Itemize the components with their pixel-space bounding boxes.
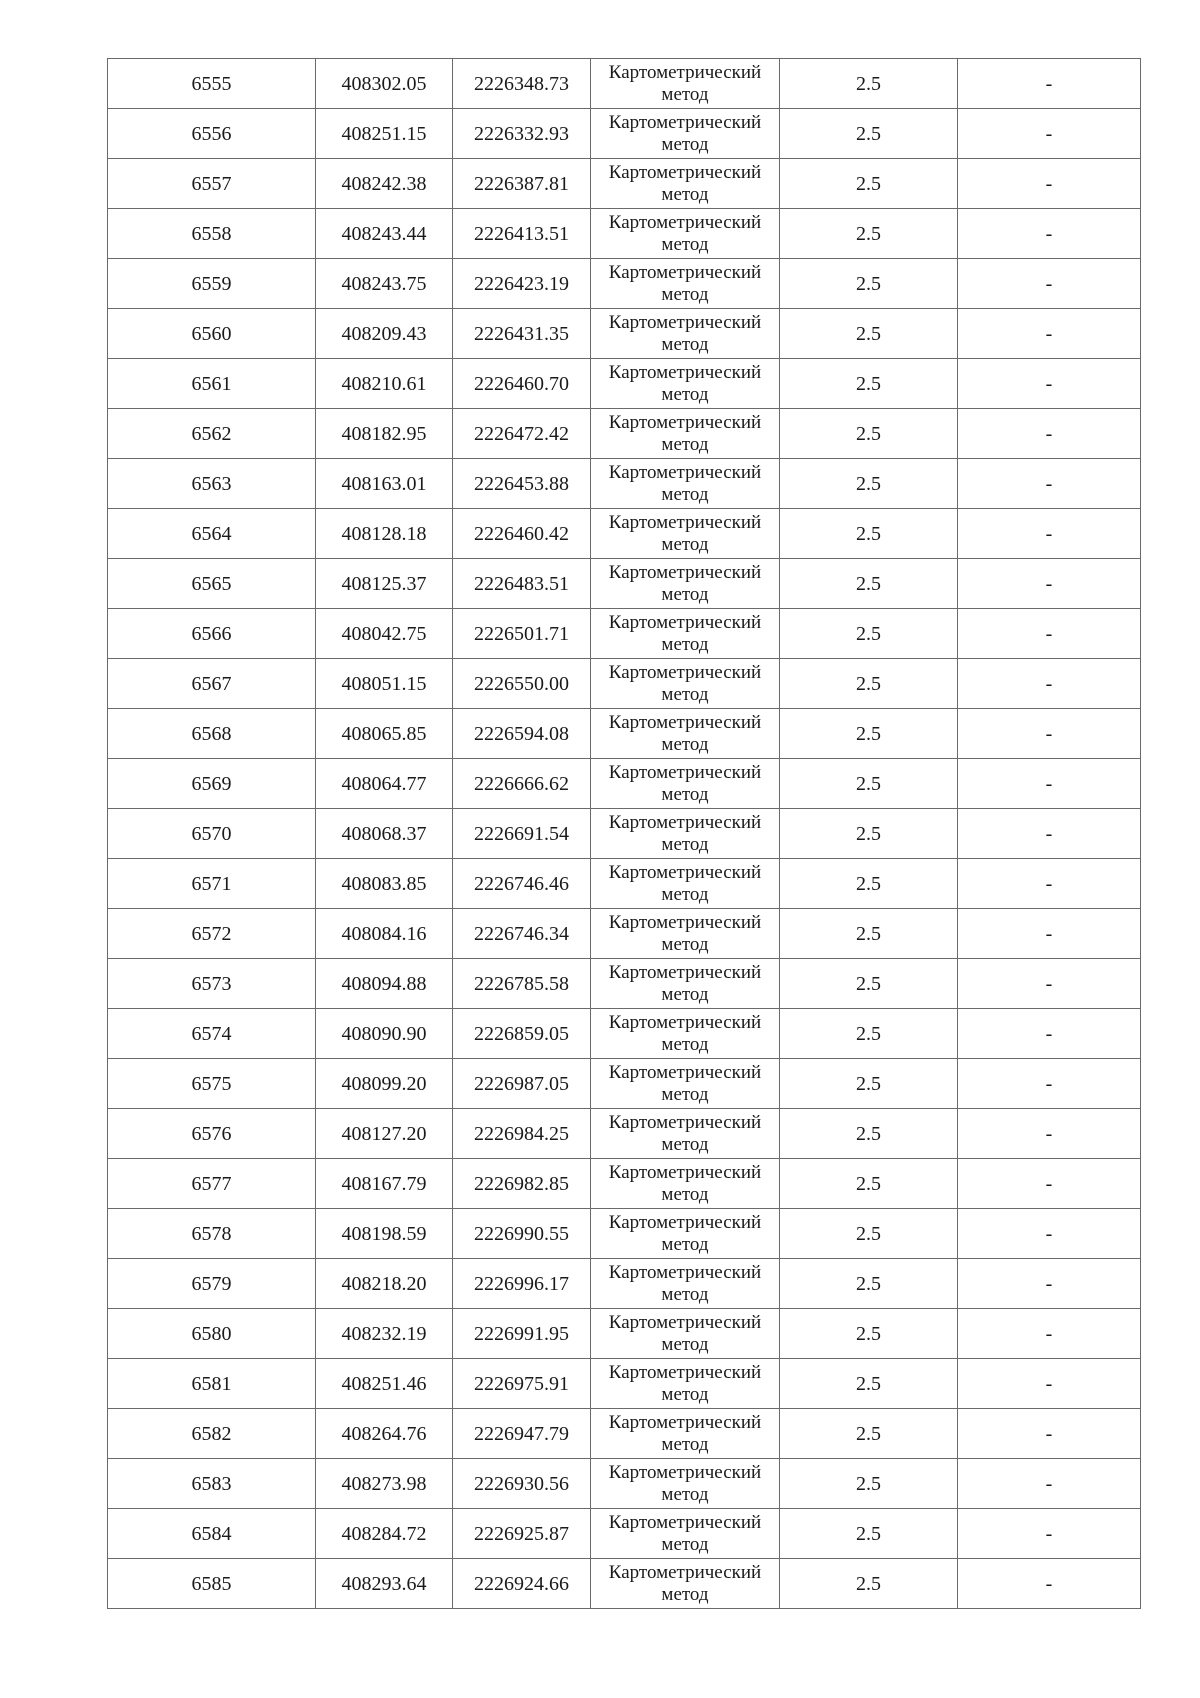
note-cell: - bbox=[958, 859, 1141, 909]
note-cell: - bbox=[958, 809, 1141, 859]
x-coordinate-cell: 408273.98 bbox=[316, 1459, 453, 1509]
accuracy-cell: 2.5 bbox=[780, 1009, 958, 1059]
point-number-cell: 6561 bbox=[108, 359, 316, 409]
y-coordinate-cell: 2226460.42 bbox=[453, 509, 591, 559]
point-number-cell: 6558 bbox=[108, 209, 316, 259]
point-number-cell: 6565 bbox=[108, 559, 316, 609]
y-coordinate-cell: 2226332.93 bbox=[453, 109, 591, 159]
note-cell: - bbox=[958, 159, 1141, 209]
method-line-1: Картометрический bbox=[608, 911, 762, 933]
method-line-2: метод bbox=[661, 1433, 709, 1455]
method-line-2: метод bbox=[661, 783, 709, 805]
table-row bbox=[108, 659, 1141, 709]
x-coordinate-cell: 408083.85 bbox=[316, 859, 453, 909]
method-cell bbox=[591, 859, 780, 909]
method-line-1: Картометрический bbox=[608, 1311, 762, 1333]
method-line-1: Картометрический bbox=[608, 211, 762, 233]
point-number-cell: 6585 bbox=[108, 1559, 316, 1609]
method-line-2: метод bbox=[661, 133, 709, 155]
point-number-cell: 6575 bbox=[108, 1059, 316, 1109]
method-line-1: Картометрический bbox=[608, 1011, 762, 1033]
y-coordinate-cell: 2226975.91 bbox=[453, 1359, 591, 1409]
table-row bbox=[108, 109, 1141, 159]
y-coordinate-cell: 2226746.34 bbox=[453, 909, 591, 959]
point-number-cell: 6580 bbox=[108, 1309, 316, 1359]
y-coordinate-cell: 2226472.42 bbox=[453, 409, 591, 459]
method-line-1: Картометрический bbox=[608, 1111, 762, 1133]
method-line-1: Картометрический bbox=[608, 1511, 762, 1533]
method-cell bbox=[591, 409, 780, 459]
method-line-1: Картометрический bbox=[608, 661, 762, 683]
method-line-1: Картометрический bbox=[608, 561, 762, 583]
method-line-2: метод bbox=[661, 683, 709, 705]
note-cell: - bbox=[958, 609, 1141, 659]
accuracy-cell: 2.5 bbox=[780, 909, 958, 959]
point-number-cell: 6577 bbox=[108, 1159, 316, 1209]
note-cell: - bbox=[958, 1459, 1141, 1509]
method-cell bbox=[591, 909, 780, 959]
point-number-cell: 6557 bbox=[108, 159, 316, 209]
method-line-2: метод bbox=[661, 1383, 709, 1405]
method-cell bbox=[591, 1509, 780, 1559]
note-cell: - bbox=[958, 1559, 1141, 1609]
accuracy-cell: 2.5 bbox=[780, 459, 958, 509]
method-line-1: Картометрический bbox=[608, 1211, 762, 1233]
method-cell bbox=[591, 1059, 780, 1109]
table-row bbox=[108, 1209, 1141, 1259]
point-number-cell: 6556 bbox=[108, 109, 316, 159]
y-coordinate-cell: 2226925.87 bbox=[453, 1509, 591, 1559]
method-line-2: метод bbox=[661, 983, 709, 1005]
y-coordinate-cell: 2226423.19 bbox=[453, 259, 591, 309]
x-coordinate-cell: 408068.37 bbox=[316, 809, 453, 859]
note-cell: - bbox=[958, 1309, 1141, 1359]
note-cell: - bbox=[958, 1109, 1141, 1159]
point-number-cell: 6559 bbox=[108, 259, 316, 309]
note-cell: - bbox=[958, 559, 1141, 609]
x-coordinate-cell: 408094.88 bbox=[316, 959, 453, 1009]
y-coordinate-cell: 2226691.54 bbox=[453, 809, 591, 859]
accuracy-cell: 2.5 bbox=[780, 1559, 958, 1609]
method-line-2: метод bbox=[661, 633, 709, 655]
accuracy-cell: 2.5 bbox=[780, 659, 958, 709]
table-row bbox=[108, 259, 1141, 309]
method-line-1: Картометрический bbox=[608, 261, 762, 283]
method-cell bbox=[591, 1009, 780, 1059]
method-cell bbox=[591, 609, 780, 659]
method-line-1: Картометрический bbox=[608, 961, 762, 983]
x-coordinate-cell: 408243.75 bbox=[316, 259, 453, 309]
note-cell: - bbox=[958, 759, 1141, 809]
method-line-2: метод bbox=[661, 933, 709, 955]
table-row bbox=[108, 1409, 1141, 1459]
method-cell bbox=[591, 309, 780, 359]
point-number-cell: 6562 bbox=[108, 409, 316, 459]
method-line-2: метод bbox=[661, 1483, 709, 1505]
method-cell bbox=[591, 1109, 780, 1159]
method-cell bbox=[591, 59, 780, 109]
x-coordinate-cell: 408251.46 bbox=[316, 1359, 453, 1409]
coordinates-table bbox=[107, 58, 1141, 1609]
point-number-cell: 6566 bbox=[108, 609, 316, 659]
x-coordinate-cell: 408125.37 bbox=[316, 559, 453, 609]
x-coordinate-cell: 408198.59 bbox=[316, 1209, 453, 1259]
method-line-2: метод bbox=[661, 1533, 709, 1555]
accuracy-cell: 2.5 bbox=[780, 809, 958, 859]
table-row bbox=[108, 859, 1141, 909]
x-coordinate-cell: 408284.72 bbox=[316, 1509, 453, 1559]
point-number-cell: 6584 bbox=[108, 1509, 316, 1559]
method-line-2: метод bbox=[661, 433, 709, 455]
note-cell: - bbox=[958, 1159, 1141, 1209]
point-number-cell: 6570 bbox=[108, 809, 316, 859]
accuracy-cell: 2.5 bbox=[780, 59, 958, 109]
method-line-1: Картометрический bbox=[608, 861, 762, 883]
method-cell bbox=[591, 559, 780, 609]
y-coordinate-cell: 2226984.25 bbox=[453, 1109, 591, 1159]
accuracy-cell: 2.5 bbox=[780, 1209, 958, 1259]
method-line-1: Картометрический bbox=[608, 411, 762, 433]
table-row bbox=[108, 159, 1141, 209]
x-coordinate-cell: 408128.18 bbox=[316, 509, 453, 559]
y-coordinate-cell: 2226947.79 bbox=[453, 1409, 591, 1459]
table-row bbox=[108, 759, 1141, 809]
method-line-2: метод bbox=[661, 483, 709, 505]
y-coordinate-cell: 2226666.62 bbox=[453, 759, 591, 809]
y-coordinate-cell: 2226550.00 bbox=[453, 659, 591, 709]
x-coordinate-cell: 408251.15 bbox=[316, 109, 453, 159]
accuracy-cell: 2.5 bbox=[780, 959, 958, 1009]
y-coordinate-cell: 2226746.46 bbox=[453, 859, 591, 909]
x-coordinate-cell: 408090.90 bbox=[316, 1009, 453, 1059]
accuracy-cell: 2.5 bbox=[780, 509, 958, 559]
method-line-2: метод bbox=[661, 1233, 709, 1255]
method-cell bbox=[591, 209, 780, 259]
point-number-cell: 6567 bbox=[108, 659, 316, 709]
y-coordinate-cell: 2226991.95 bbox=[453, 1309, 591, 1359]
method-line-2: метод bbox=[661, 233, 709, 255]
table-row bbox=[108, 59, 1141, 109]
x-coordinate-cell: 408051.15 bbox=[316, 659, 453, 709]
method-line-1: Картометрический bbox=[608, 711, 762, 733]
note-cell: - bbox=[958, 659, 1141, 709]
y-coordinate-cell: 2226930.56 bbox=[453, 1459, 591, 1509]
method-line-2: метод bbox=[661, 533, 709, 555]
method-cell bbox=[591, 259, 780, 309]
accuracy-cell: 2.5 bbox=[780, 109, 958, 159]
table-row bbox=[108, 959, 1141, 1009]
method-line-2: метод bbox=[661, 1083, 709, 1105]
method-line-1: Картометрический bbox=[608, 1361, 762, 1383]
y-coordinate-cell: 2226348.73 bbox=[453, 59, 591, 109]
y-coordinate-cell: 2226387.81 bbox=[453, 159, 591, 209]
accuracy-cell: 2.5 bbox=[780, 1109, 958, 1159]
method-cell bbox=[591, 1209, 780, 1259]
method-line-1: Картометрический bbox=[608, 461, 762, 483]
method-cell bbox=[591, 459, 780, 509]
table-row bbox=[108, 1259, 1141, 1309]
y-coordinate-cell: 2226501.71 bbox=[453, 609, 591, 659]
table-row bbox=[108, 709, 1141, 759]
note-cell: - bbox=[958, 309, 1141, 359]
y-coordinate-cell: 2226996.17 bbox=[453, 1259, 591, 1309]
method-cell bbox=[591, 1259, 780, 1309]
x-coordinate-cell: 408242.38 bbox=[316, 159, 453, 209]
accuracy-cell: 2.5 bbox=[780, 309, 958, 359]
y-coordinate-cell: 2226859.05 bbox=[453, 1009, 591, 1059]
note-cell: - bbox=[958, 1409, 1141, 1459]
accuracy-cell: 2.5 bbox=[780, 759, 958, 809]
method-line-2: метод bbox=[661, 283, 709, 305]
method-cell bbox=[591, 709, 780, 759]
table-row bbox=[108, 309, 1141, 359]
accuracy-cell: 2.5 bbox=[780, 1409, 958, 1459]
table-row bbox=[108, 509, 1141, 559]
x-coordinate-cell: 408232.19 bbox=[316, 1309, 453, 1359]
table-row bbox=[108, 459, 1141, 509]
x-coordinate-cell: 408167.79 bbox=[316, 1159, 453, 1209]
accuracy-cell: 2.5 bbox=[780, 359, 958, 409]
y-coordinate-cell: 2226413.51 bbox=[453, 209, 591, 259]
table-row bbox=[108, 359, 1141, 409]
y-coordinate-cell: 2226924.66 bbox=[453, 1559, 591, 1609]
point-number-cell: 6576 bbox=[108, 1109, 316, 1159]
y-coordinate-cell: 2226982.85 bbox=[453, 1159, 591, 1209]
point-number-cell: 6581 bbox=[108, 1359, 316, 1409]
note-cell: - bbox=[958, 1359, 1141, 1409]
table-row bbox=[108, 809, 1141, 859]
x-coordinate-cell: 408302.05 bbox=[316, 59, 453, 109]
method-line-2: метод bbox=[661, 883, 709, 905]
y-coordinate-cell: 2226990.55 bbox=[453, 1209, 591, 1259]
note-cell: - bbox=[958, 409, 1141, 459]
accuracy-cell: 2.5 bbox=[780, 609, 958, 659]
note-cell: - bbox=[958, 909, 1141, 959]
method-cell bbox=[591, 659, 780, 709]
method-cell bbox=[591, 759, 780, 809]
accuracy-cell: 2.5 bbox=[780, 1359, 958, 1409]
x-coordinate-cell: 408163.01 bbox=[316, 459, 453, 509]
method-line-2: метод bbox=[661, 333, 709, 355]
accuracy-cell: 2.5 bbox=[780, 409, 958, 459]
table-row bbox=[108, 1009, 1141, 1059]
note-cell: - bbox=[958, 209, 1141, 259]
table-row bbox=[108, 1559, 1141, 1609]
note-cell: - bbox=[958, 1209, 1141, 1259]
point-number-cell: 6563 bbox=[108, 459, 316, 509]
note-cell: - bbox=[958, 109, 1141, 159]
method-line-1: Картометрический bbox=[608, 761, 762, 783]
method-line-1: Картометрический bbox=[608, 361, 762, 383]
method-line-2: метод bbox=[661, 1033, 709, 1055]
note-cell: - bbox=[958, 509, 1141, 559]
table-row bbox=[108, 1459, 1141, 1509]
method-line-2: метод bbox=[661, 183, 709, 205]
method-line-2: метод bbox=[661, 1283, 709, 1305]
point-number-cell: 6578 bbox=[108, 1209, 316, 1259]
table-row bbox=[108, 1359, 1141, 1409]
table-row bbox=[108, 409, 1141, 459]
x-coordinate-cell: 408243.44 bbox=[316, 209, 453, 259]
table-row bbox=[108, 209, 1141, 259]
method-line-2: метод bbox=[661, 583, 709, 605]
x-coordinate-cell: 408293.64 bbox=[316, 1559, 453, 1609]
table-row bbox=[108, 909, 1141, 959]
method-line-2: метод bbox=[661, 1333, 709, 1355]
method-cell bbox=[591, 809, 780, 859]
table-row bbox=[108, 609, 1141, 659]
y-coordinate-cell: 2226785.58 bbox=[453, 959, 591, 1009]
x-coordinate-cell: 408099.20 bbox=[316, 1059, 453, 1109]
point-number-cell: 6573 bbox=[108, 959, 316, 1009]
accuracy-cell: 2.5 bbox=[780, 1059, 958, 1109]
note-cell: - bbox=[958, 959, 1141, 1009]
accuracy-cell: 2.5 bbox=[780, 259, 958, 309]
point-number-cell: 6572 bbox=[108, 909, 316, 959]
x-coordinate-cell: 408210.61 bbox=[316, 359, 453, 409]
table-row bbox=[108, 1309, 1141, 1359]
note-cell: - bbox=[958, 359, 1141, 409]
y-coordinate-cell: 2226431.35 bbox=[453, 309, 591, 359]
method-cell bbox=[591, 1459, 780, 1509]
y-coordinate-cell: 2226483.51 bbox=[453, 559, 591, 609]
x-coordinate-cell: 408064.77 bbox=[316, 759, 453, 809]
method-line-1: Картометрический bbox=[608, 161, 762, 183]
coordinates-table-body bbox=[108, 59, 1141, 1609]
accuracy-cell: 2.5 bbox=[780, 159, 958, 209]
note-cell: - bbox=[958, 709, 1141, 759]
method-line-2: метод bbox=[661, 1183, 709, 1205]
table-row bbox=[108, 1109, 1141, 1159]
method-cell bbox=[591, 1559, 780, 1609]
note-cell: - bbox=[958, 1509, 1141, 1559]
point-number-cell: 6571 bbox=[108, 859, 316, 909]
method-line-1: Картометрический bbox=[608, 61, 762, 83]
method-line-1: Картометрический bbox=[608, 511, 762, 533]
accuracy-cell: 2.5 bbox=[780, 1259, 958, 1309]
table-row bbox=[108, 1059, 1141, 1109]
method-cell bbox=[591, 109, 780, 159]
note-cell: - bbox=[958, 1009, 1141, 1059]
accuracy-cell: 2.5 bbox=[780, 209, 958, 259]
point-number-cell: 6582 bbox=[108, 1409, 316, 1459]
point-number-cell: 6555 bbox=[108, 59, 316, 109]
x-coordinate-cell: 408065.85 bbox=[316, 709, 453, 759]
method-cell bbox=[591, 159, 780, 209]
accuracy-cell: 2.5 bbox=[780, 709, 958, 759]
method-cell bbox=[591, 359, 780, 409]
method-line-1: Картометрический bbox=[608, 1561, 762, 1583]
method-cell bbox=[591, 1159, 780, 1209]
note-cell: - bbox=[958, 1059, 1141, 1109]
point-number-cell: 6568 bbox=[108, 709, 316, 759]
accuracy-cell: 2.5 bbox=[780, 1309, 958, 1359]
method-line-2: метод bbox=[661, 1583, 709, 1605]
method-line-1: Картометрический bbox=[608, 811, 762, 833]
method-line-2: метод bbox=[661, 733, 709, 755]
method-line-2: метод bbox=[661, 833, 709, 855]
accuracy-cell: 2.5 bbox=[780, 1509, 958, 1559]
table-row bbox=[108, 1509, 1141, 1559]
x-coordinate-cell: 408209.43 bbox=[316, 309, 453, 359]
point-number-cell: 6574 bbox=[108, 1009, 316, 1059]
method-cell bbox=[591, 1359, 780, 1409]
note-cell: - bbox=[958, 259, 1141, 309]
method-line-2: метод bbox=[661, 383, 709, 405]
method-cell bbox=[591, 1409, 780, 1459]
note-cell: - bbox=[958, 459, 1141, 509]
y-coordinate-cell: 2226987.05 bbox=[453, 1059, 591, 1109]
method-line-1: Картометрический bbox=[608, 111, 762, 133]
method-line-1: Картометрический bbox=[608, 1411, 762, 1433]
accuracy-cell: 2.5 bbox=[780, 1159, 958, 1209]
table-row bbox=[108, 1159, 1141, 1209]
x-coordinate-cell: 408127.20 bbox=[316, 1109, 453, 1159]
method-line-2: метод bbox=[661, 83, 709, 105]
y-coordinate-cell: 2226460.70 bbox=[453, 359, 591, 409]
method-line-1: Картометрический bbox=[608, 1261, 762, 1283]
method-line-1: Картометрический bbox=[608, 1161, 762, 1183]
x-coordinate-cell: 408218.20 bbox=[316, 1259, 453, 1309]
x-coordinate-cell: 408042.75 bbox=[316, 609, 453, 659]
method-cell bbox=[591, 509, 780, 559]
point-number-cell: 6564 bbox=[108, 509, 316, 559]
point-number-cell: 6560 bbox=[108, 309, 316, 359]
method-line-1: Картометрический bbox=[608, 311, 762, 333]
y-coordinate-cell: 2226594.08 bbox=[453, 709, 591, 759]
accuracy-cell: 2.5 bbox=[780, 859, 958, 909]
point-number-cell: 6569 bbox=[108, 759, 316, 809]
x-coordinate-cell: 408182.95 bbox=[316, 409, 453, 459]
x-coordinate-cell: 408264.76 bbox=[316, 1409, 453, 1459]
y-coordinate-cell: 2226453.88 bbox=[453, 459, 591, 509]
method-line-2: метод bbox=[661, 1133, 709, 1155]
point-number-cell: 6579 bbox=[108, 1259, 316, 1309]
method-cell bbox=[591, 959, 780, 1009]
note-cell: - bbox=[958, 1259, 1141, 1309]
x-coordinate-cell: 408084.16 bbox=[316, 909, 453, 959]
point-number-cell: 6583 bbox=[108, 1459, 316, 1509]
accuracy-cell: 2.5 bbox=[780, 1459, 958, 1509]
method-line-1: Картометрический bbox=[608, 611, 762, 633]
method-line-1: Картометрический bbox=[608, 1461, 762, 1483]
accuracy-cell: 2.5 bbox=[780, 559, 958, 609]
method-cell bbox=[591, 1309, 780, 1359]
table-row bbox=[108, 559, 1141, 609]
method-line-1: Картометрический bbox=[608, 1061, 762, 1083]
note-cell: - bbox=[958, 59, 1141, 109]
